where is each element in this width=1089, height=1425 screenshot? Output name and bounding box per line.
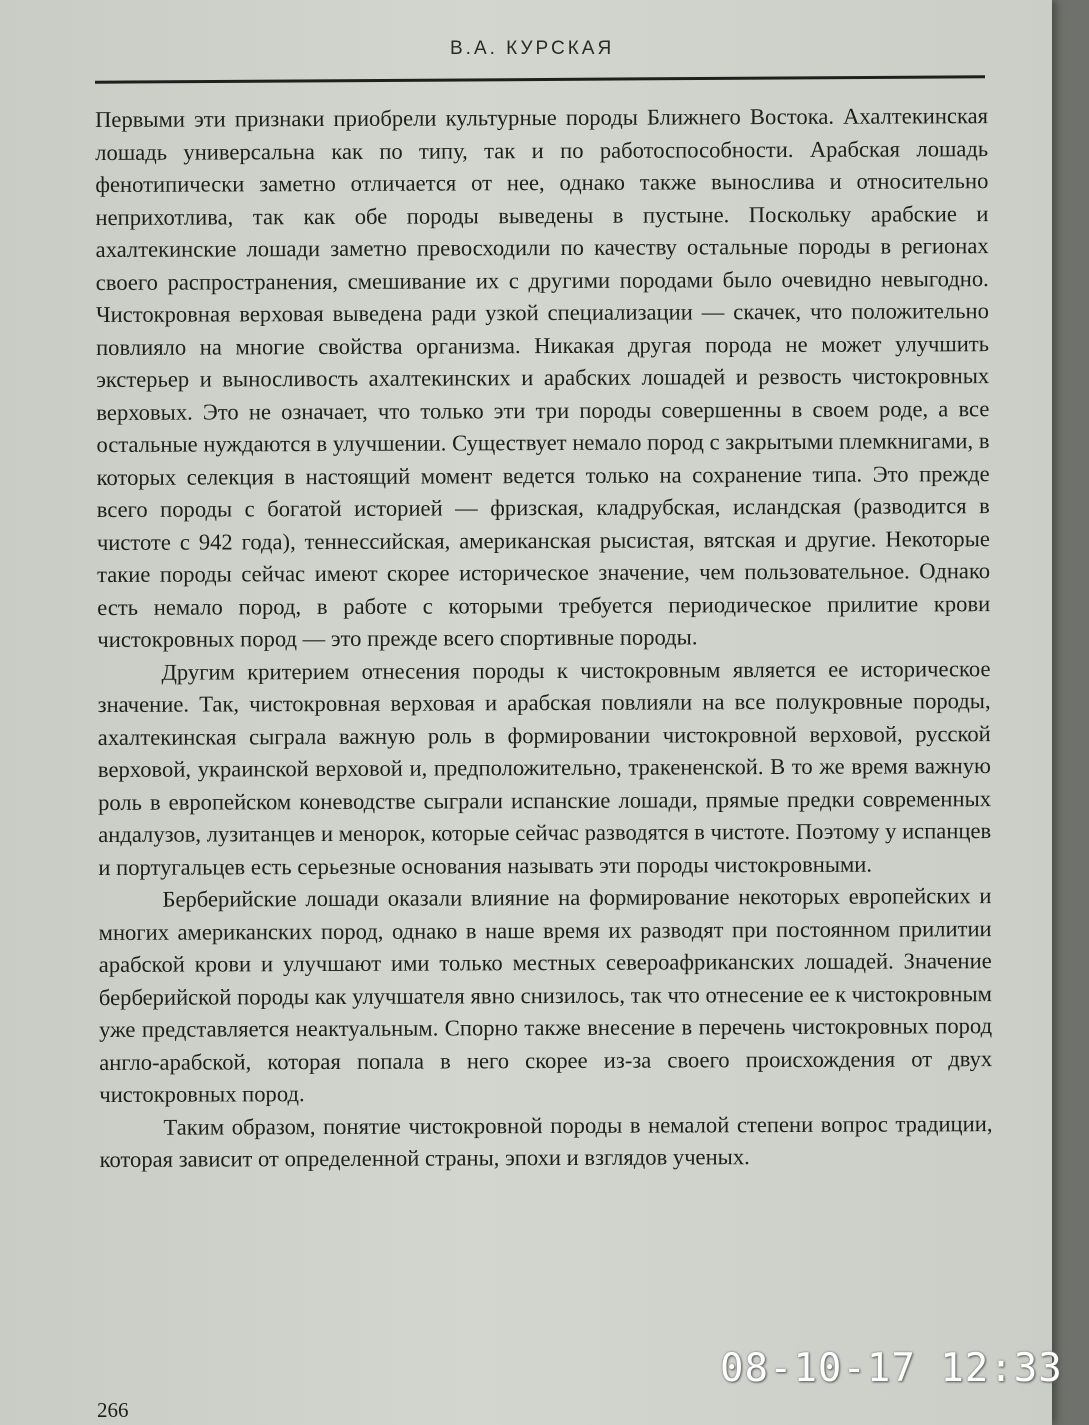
paragraph: Первыми эти признаки приобрели культурные породы Ближнего Востока. Ахалтекинская лошадь универсальна как по типу, так и по работоспособности. Арабская лошадь фенотипически заметно отличается от нее, однако также вынослива и относительно неприхотлива, так как обе породы выведены в пустыне. Поскольку арабские и ахалтекинские лошади заметно превосходили по качеству остальные породы в регионах своего распространения, смешивание их с другими породами было очевидно невыгодно. Чистокровная верховая выведена ради узкой специализации — скачек, что положительно повлияло на многие свойства организма. Никакая другая порода не может улучшить экстерьер и выносливость ахалтекинских и арабских лошадей и резвость чистокровных верховых. Это не означает, что только эти три породы совершенны в своем роде, а все остальные нуждаются в улучшении. Существует немало пород с закрытыми племкнигами, в которых селекция в настоящий момент ведется только на сохранение типа. Это прежде всего породы с богатой историей — фризская, кладрубская, исландская (разводится в чистоте с 942 года), теннессийская, американская рысистая, вятская и другие. Некоторые такие породы сейчас имеют скорее историческое значение, чем пользовательное. Однако есть немало пород, в работе с которыми требуется периодическое прилитие крови чистокровных пород — это прежде всего спортивные породы. [95,103,991,652]
paragraph: Таким образом, понятие чистокровной породы в немалой степени вопрос традиции, которая зависит от определенной страны, эпохи и взглядов ученых. [99,1110,993,1172]
paragraph: Другим критерием отнесения породы к чистокровным является ее историческое значение. Так, чистокровная верховая и арабская повлияли на все полукровные породы, ахалтекинская сыграла важную роль в формировании чистокровной верховой, русской верховой, украинской верховой и, предположительно, тракененской. В то же время важную роль в европейском коневодстве сыграли испанские лошади, прямые предки современных андалузов, лузитанцев и менорок, которые сейчас разводятся в чистоте. Поэтому у испанцев и португальцев есть серьезные основания называть эти породы чистокровными. [97,655,992,880]
paragraph: Берберийские лошади оказали влияние на формирование некоторых европейских и многих американских пород, однако в наше время их разводят при постоянном прилитии арабской крови и улучшают ими только местных североафриканских лошадей. Значение берберийской породы как улучшателя явно снизилось, так что отнесение ее к чистокровным уже представляется неактуальным. Спорно также внесение в перечень чистокровных пород англо-арабской, которая попала в него скорее из-за своего происхождения от двух чистокровных пород. [98,883,993,1107]
page-header [95,38,985,86]
photo-timestamp: 08-10-17 12:33 [720,1346,1063,1391]
page-number: 266 [97,1398,129,1422]
running-head: В.А. КУРСКАЯ [450,38,615,59]
header-rule [95,75,985,83]
body-text [95,100,993,1176]
